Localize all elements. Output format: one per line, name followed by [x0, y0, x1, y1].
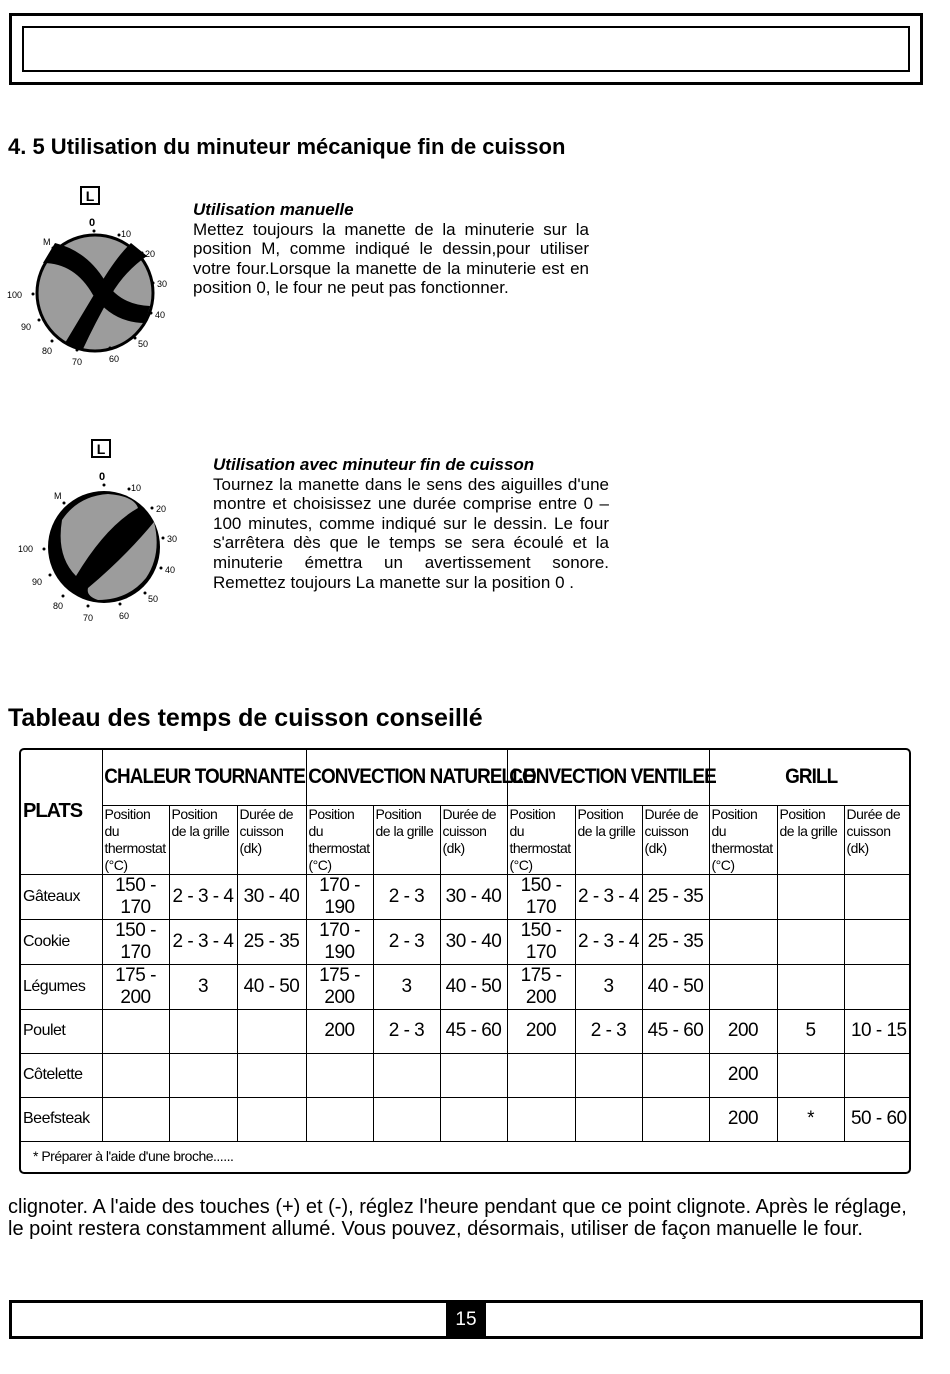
table-cell: 2 - 3 [373, 874, 440, 919]
table-cell: 175 - 200 [102, 964, 169, 1009]
table-cell [237, 1097, 306, 1141]
dial-symbol: L [96, 441, 106, 457]
table-cell: 175 - 200 [306, 964, 373, 1009]
table-cell: 25 - 35 [642, 919, 709, 964]
subheader-grille: Position de la grille [777, 805, 844, 874]
plats-header: PLATS [21, 750, 102, 874]
table-cell [844, 964, 911, 1009]
section-title: 4. 5 Utilisation du minuteur mécanique fin de cuisson [8, 134, 566, 159]
table-row [21, 1053, 911, 1097]
table-body [21, 874, 911, 1141]
table-cell [373, 1097, 440, 1141]
dial-tick-label: 70 [83, 613, 94, 623]
subheader-duree: Durée de cuisson (dk) [237, 805, 306, 874]
table-cell [575, 1097, 642, 1141]
table-cell: 150 - 170 [507, 874, 575, 919]
table-cell [642, 1053, 709, 1097]
dish-name: Cookie [21, 919, 102, 964]
dial-tick-label: 0 [89, 217, 96, 229]
table-cell [709, 919, 777, 964]
table-cell: 50 - 60 [844, 1097, 911, 1141]
table-cell [440, 1097, 507, 1141]
table-cell: 2 - 3 [373, 919, 440, 964]
dial-tick-label: 40 [165, 565, 176, 575]
dial-tick-label: 90 [21, 322, 32, 332]
subheader-duree: Durée de cuisson (dk) [844, 805, 911, 874]
dial-tick-label: 60 [119, 611, 130, 621]
table-cell: 2 - 3 - 4 [169, 874, 237, 919]
table-cell: 2 - 3 [575, 1009, 642, 1053]
subheader-duree: Durée de cuisson (dk) [440, 805, 507, 874]
subheader-thermostat: Position du thermostat (°C) [709, 805, 777, 874]
table-cell: 200 [709, 1097, 777, 1141]
table-cell: 175 - 200 [507, 964, 575, 1009]
table-cell [844, 919, 911, 964]
table-cell: 2 - 3 - 4 [169, 919, 237, 964]
table-cell: 2 - 3 - 4 [575, 919, 642, 964]
subheader-grille: Position de la grille [169, 805, 237, 874]
table-cell: 200 [306, 1009, 373, 1053]
dial-tick-label: M [54, 491, 62, 501]
dial-tick-label: 10 [121, 229, 132, 239]
subheader-thermostat: Position du thermostat (°C) [306, 805, 373, 874]
dish-name: Gâteaux [21, 874, 102, 919]
continuation-paragraph: clignoter. A l'aide des touches (+) et (-), réglez l'heure pendant que ce point clignote. Après le réglage, le point restera constamment allumé. Vous pouvez, désormais, utiliser de façon manuelle le four. [8, 1196, 907, 1240]
table-cell: 170 - 190 [306, 919, 373, 964]
table-cell [237, 1053, 306, 1097]
table-cell: 40 - 50 [440, 964, 507, 1009]
table-cell [306, 1053, 373, 1097]
table-cell: 40 - 50 [237, 964, 306, 1009]
table-cell: 3 [169, 964, 237, 1009]
table-cell: 30 - 40 [237, 874, 306, 919]
subheader-thermostat: Position du thermostat (°C) [102, 805, 169, 874]
table-cell: 150 - 170 [102, 919, 169, 964]
dial-tick-label: 60 [109, 354, 120, 364]
table-cell: * [777, 1097, 844, 1141]
table-cell [169, 1009, 237, 1053]
manual-usage-body: Mettez toujours la manette de la minuterie sur la position M, comme indiqué le dessin,pour utiliser votre four.Lorsque la manette de la minuterie est en position 0, le four ne peut pas fonctionner. [193, 219, 589, 298]
table-cell [777, 874, 844, 919]
table-cell: 40 - 50 [642, 964, 709, 1009]
table-cell: 2 - 3 [373, 1009, 440, 1053]
timer-usage-title: Utilisation avec minuteur fin de cuisson [213, 455, 535, 474]
table-cell: 30 - 40 [440, 874, 507, 919]
group-header: GRILL [719, 750, 903, 805]
table-cell [844, 874, 911, 919]
table-title: Tableau des temps de cuisson conseillé [8, 704, 483, 732]
table-cell [777, 964, 844, 1009]
table-cell [709, 874, 777, 919]
dial-tick-label: 40 [155, 310, 166, 320]
dish-name: Côtelette [21, 1053, 102, 1097]
dial-symbol: L [85, 188, 95, 204]
table-cell [777, 919, 844, 964]
dial-tick-label: 10 [131, 483, 142, 493]
table-cell [102, 1053, 169, 1097]
table-cell: 150 - 170 [102, 874, 169, 919]
subheader-duree: Durée de cuisson (dk) [642, 805, 709, 874]
table-cell [575, 1053, 642, 1097]
manual-usage-title: Utilisation manuelle [193, 200, 354, 219]
table-cell: 45 - 60 [440, 1009, 507, 1053]
table-cell [844, 1053, 911, 1097]
table-cell [440, 1053, 507, 1097]
dial-tick-label: 100 [18, 544, 34, 554]
table-cell: 170 - 190 [306, 874, 373, 919]
table-cell: 200 [709, 1009, 777, 1053]
dial-tick-label: 20 [145, 249, 156, 259]
table-cell [777, 1053, 844, 1097]
table-cell: 25 - 35 [642, 874, 709, 919]
dial-tick-label: 100 [7, 290, 23, 300]
dial-tick-label: 90 [32, 577, 43, 587]
table-cell: 200 [507, 1009, 575, 1053]
header-frame-inner [22, 26, 910, 72]
table-row [21, 919, 911, 964]
table-row [21, 1097, 911, 1141]
table-cell [169, 1053, 237, 1097]
table-cell: 3 [373, 964, 440, 1009]
table-cell [169, 1097, 237, 1141]
dial-tick-label: 20 [156, 504, 167, 514]
table-cell: 25 - 35 [237, 919, 306, 964]
table-cell: 200 [709, 1053, 777, 1097]
timer-dial-countdown [16, 436, 191, 626]
timer-dial-manual [5, 183, 180, 373]
table-cell: 10 - 15 [844, 1009, 911, 1053]
dish-name: Beefsteak [21, 1097, 102, 1141]
table-cell [102, 1097, 169, 1141]
cooking-table-grid [21, 750, 911, 1142]
dial-tick-label: 80 [42, 346, 53, 356]
dial-tick-label: 50 [148, 594, 159, 604]
dial-tick-label: 30 [157, 279, 168, 289]
table-cell [507, 1097, 575, 1141]
dial-tick-label: 80 [53, 601, 64, 611]
table-row [21, 964, 911, 1009]
dial-tick-label: M [43, 237, 51, 247]
group-header: CONVECTION NATURELLE [306, 750, 487, 805]
dial-tick-label: 70 [72, 357, 83, 367]
table-cell [237, 1009, 306, 1053]
table-cell: 30 - 40 [440, 919, 507, 964]
table-cell: 150 - 170 [507, 919, 575, 964]
table-cell [709, 964, 777, 1009]
table-cell [373, 1053, 440, 1097]
table-cell: 3 [575, 964, 642, 1009]
table-cell: 2 - 3 - 4 [575, 874, 642, 919]
table-row [21, 874, 911, 919]
table-row [21, 1009, 911, 1053]
subheader-thermostat: Position du thermostat (°C) [507, 805, 575, 874]
cooking-times-table [19, 748, 911, 1174]
table-cell [102, 1009, 169, 1053]
dial-tick-label: 0 [99, 471, 106, 483]
table-cell: 45 - 60 [642, 1009, 709, 1053]
timer-usage-body: Tournez la manette dans le sens des aiguilles d'une montre et choisissez une durée comprise entre 0 – 100 minutes, comme indiqué sur le dessin. Le four s'arrêtera dès que le temps se sera écoulé et la minuterie émettra un avertissement sonore. Remettez toujours La manette sur la position 0 . [213, 474, 609, 592]
dish-name: Poulet [21, 1009, 102, 1053]
manual-usage-text [193, 200, 589, 298]
subheader-grille: Position de la grille [373, 805, 440, 874]
table-cell [306, 1097, 373, 1141]
table-footnote: * Préparer à l'aide d'une broche...... [33, 1148, 234, 1164]
dish-name: Légumes [21, 964, 102, 1009]
timer-usage-text [213, 455, 609, 592]
page-number: 15 [446, 1303, 486, 1336]
table-cell [507, 1053, 575, 1097]
dial-tick-label: 50 [138, 339, 149, 349]
header-frame [9, 13, 923, 85]
subheader-grille: Position de la grille [575, 805, 642, 874]
dial-tick-label: 30 [167, 534, 178, 544]
group-header: CONVECTION VENTILEE [507, 750, 689, 805]
table-cell [642, 1097, 709, 1141]
group-header: CHALEUR TOURNANTE [102, 750, 286, 805]
table-cell: 5 [777, 1009, 844, 1053]
